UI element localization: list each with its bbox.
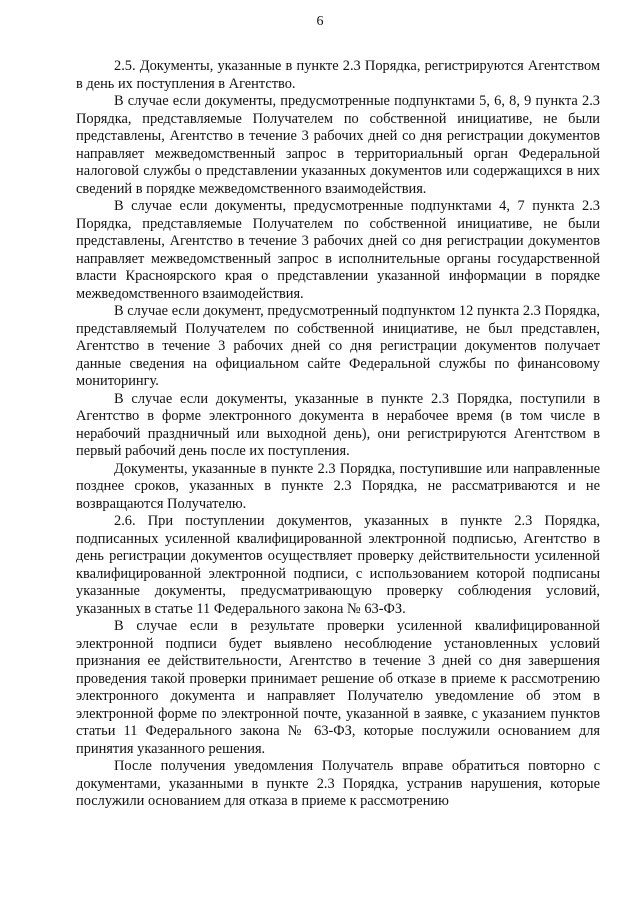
paragraph-nonworking-time: В случае если документы, указанные в пункте 2.3 Порядка, поступили в Агентство в форме электронного документа в нерабочее время (в том числе в нерабочий праздничный или выходной день), они регистрируются Агентством в первый рабочий день после их поступления. [76, 390, 600, 459]
paragraph-finmonitoring: В случае если документ, предусмотренный подпунктом 12 пункта 2.3 Порядка, представляемый Получателем по собственной инициативе, не был представлен, Агентство в течение 3 рабочих дней со дня регистрации документов получает данные сведения на официальном сайте Федеральной службы по финансовому мониторингу. [76, 303, 600, 389]
paragraph-late-documents: Документы, указанные в пункте 2.3 Порядка, поступившие или направленные позднее сроков, указанных в пункте 2.3 Порядка, не рассматриваются и не возвращаются Получателю. [76, 460, 600, 512]
paragraph-2-5: 2.5. Документы, указанные в пункте 2.3 Порядка, регистрируются Агентством в день их поступления в Агентство. [76, 58, 600, 92]
paragraph-signature-check: В случае если в результате проверки усиленной квалифицированной электронной подписи будет выявлено несоблюдение установленных условий признания ее действительности, Агентство в течение 3 дней со дня завершения проведения такой проверки принимает решение об отказе в приеме к рассмотрению электронного документа и направляет Получателю уведомление об этом в электронной форме по электронной почте, указанной в заявке, с указанием пунктов статьи 11 Федерального закона № 63-ФЗ, которые послужили основанием для принятия указанного решения. [76, 618, 600, 757]
paragraph-resubmission: После получения уведомления Получатель вправе обратиться повторно с документами, указанными в пункте 2.3 Порядка, устранив нарушения, которые послужили основанием для отказа в приеме к рассмотрению [76, 758, 600, 809]
page-number: 6 [316, 14, 324, 29]
document-body [76, 58, 600, 811]
paragraph-krai-request: В случае если документы, предусмотренные подпунктами 4, 7 пункта 2.3 Порядка, представляемые Получателем по собственной инициативе, не были представлены, Агентство в течение 3 рабочих дней со дня регистрации документов направляет межведомственный запрос в исполнительные органы государственной власти Красноярского края о представлении указанной информации в порядке межведомственного взаимодействия. [76, 198, 600, 302]
paragraph-fns-request: В случае если документы, предусмотренные подпунктами 5, 6, 8, 9 пункта 2.3 Порядка, представляемые Получателем по собственной инициативе, не были представлены, Агентство в течение 3 рабочих дней со дня регистрации документов направляет межведомственный запрос в территориальный орган Федеральной налоговой службы о представлении указанных документов или содержащихся в них сведений в порядке межведомственного взаимодействия. [76, 93, 600, 197]
paragraph-2-6: 2.6. При поступлении документов, указанных в пункте 2.3 Порядка, подписанных усиленной квалифицированной электронной подписью, Агентство в день регистрации документов осуществляет проверку действительности усиленной квалифицированной электронной подписи, с использованием которой подписаны указанные документы, предусматривающую проверку соблюдения условий, указанных в статье 11 Федерального закона № 63-ФЗ. [76, 513, 600, 617]
